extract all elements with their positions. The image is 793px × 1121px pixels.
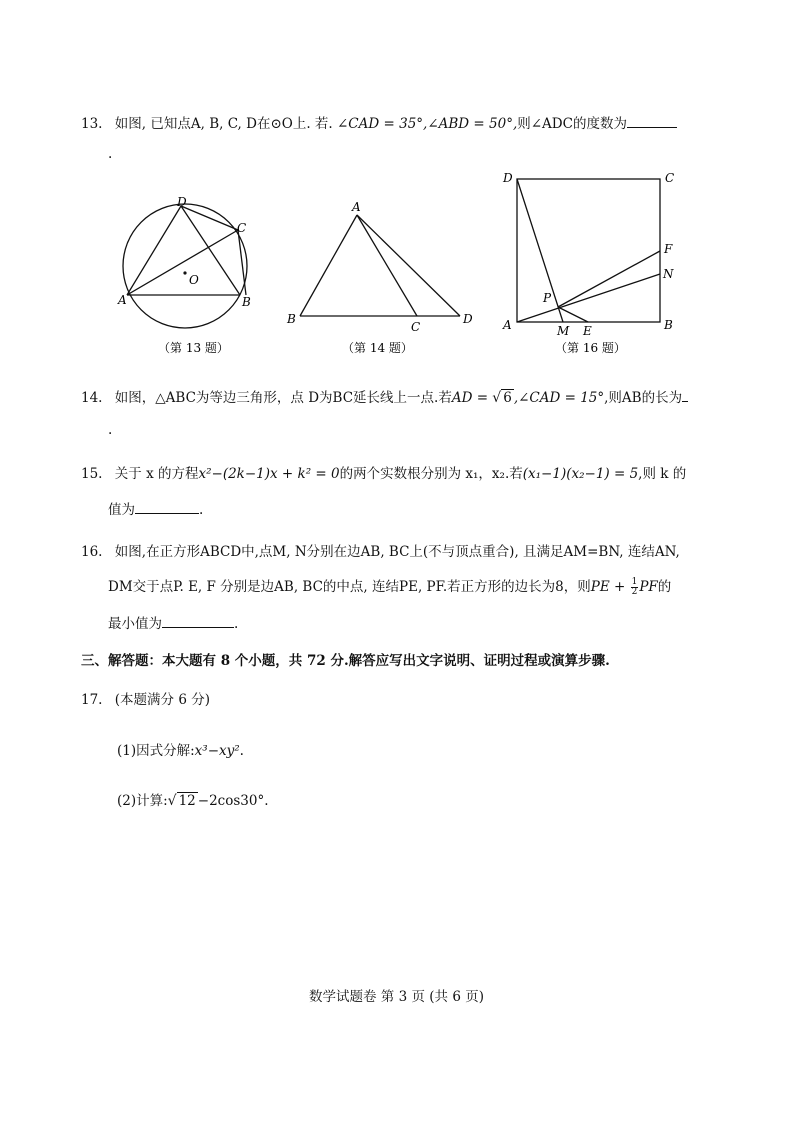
question-17-header [81, 688, 210, 708]
fig13-label-b: B [242, 295, 251, 309]
question-15-equation: x²−(2k−1)x + k² = 0 [198, 466, 340, 482]
section-3-heading: 三、解答题：本大题有 8 个小题，共 72 分.解答应写出文字说明、证明过程或演算步骤. [81, 653, 610, 669]
figure-16 [500, 168, 690, 363]
question-15-text: 关于 x 的方程 [114, 466, 199, 482]
question-17-part1 [117, 739, 244, 759]
question-14-end: . [108, 422, 113, 438]
radical-sign: √ [167, 793, 177, 809]
fig16-label-e: E [583, 324, 592, 338]
question-16-text3: 最小值为 [108, 616, 162, 632]
question-17-part1-label: (1)因式分解: [117, 743, 195, 759]
fraction-half [631, 578, 639, 597]
question-16-line1 [81, 540, 680, 560]
question-14-line [81, 386, 688, 406]
page-footer: 数学试题卷 第 3 页 (共 6 页) [309, 989, 484, 1005]
fig16-label-n: N [663, 267, 674, 281]
question-16-math-pe: PE + [590, 579, 630, 595]
question-15-line2 [108, 498, 203, 518]
fig16-label-m: M [557, 324, 570, 338]
fig14-caption: （第 14 题） [342, 341, 413, 355]
question-13-number: 13. [81, 116, 103, 132]
fig14-label-c: C [411, 320, 421, 334]
answer-blank-13[interactable] [627, 115, 677, 128]
fig16-label-f: F [664, 242, 673, 256]
fig16-label-p: P [543, 291, 552, 305]
fig13-label-a: A [118, 293, 127, 307]
question-14-text: 如图，△ABC为等边三角形，点 D为BC延长线上一点.若 [114, 390, 452, 406]
figure-13 [110, 188, 260, 363]
fraction-numerator: 1 [631, 577, 638, 587]
question-16-text3b: . [234, 616, 239, 632]
answer-blank-14[interactable] [682, 389, 688, 402]
question-17-part2-rest: −2cos30° [197, 793, 265, 809]
answer-blank-15[interactable] [135, 501, 199, 514]
question-17-part2-label: (2)计算: [117, 793, 168, 809]
fig16-label-b: B [664, 318, 673, 332]
question-17-part2-end: . [264, 793, 269, 809]
question-16-line3 [108, 612, 238, 632]
question-13-end: . [108, 146, 113, 162]
question-15-text-b: 的两个实数根分别为 x₁，x₂.若 [339, 466, 523, 482]
fig16-label-a: A [503, 318, 512, 332]
question-15-text-d: 值为 [108, 502, 135, 518]
question-16-number: 16. [81, 544, 103, 560]
fig13-caption: （第 13 题） [158, 341, 229, 355]
circle-o [123, 204, 247, 328]
question-16-text1: 如图,在正方形ABCD中,点M, N分别在边AB, BC上(不与顶点重合), 且满足AM=BN, 连结AN, [114, 544, 680, 560]
question-15-text-e: . [199, 502, 204, 518]
fig13-label-d: D [177, 195, 187, 209]
question-14-text-b: ,则AB的长为 [604, 390, 683, 406]
fig16-caption: （第 16 题） [555, 341, 626, 355]
question-17-part1-end: . [239, 743, 244, 759]
question-15-line [81, 462, 686, 482]
question-16-text2b: 的 [657, 579, 672, 595]
question-15-number: 15. [81, 466, 103, 482]
question-14-number: 14. [81, 390, 103, 406]
fig16-label-d: D [503, 171, 513, 185]
question-14-math-b: ,∠CAD = 15° [513, 390, 605, 406]
question-17-part1-math: x³−xy² [194, 743, 240, 759]
question-13-text: 如图, 已知点A, B, C, D在⊙O上. 若. [114, 116, 337, 132]
question-13-line [81, 112, 677, 132]
question-15-text-c: ,则 k 的 [638, 466, 687, 482]
question-15-condition: (x₁−1)(x₂−1) = 5 [522, 466, 639, 482]
figure-14 [284, 195, 484, 365]
fig14-label-d: D [463, 312, 473, 326]
fig13-label-c: C [237, 221, 247, 235]
question-13-text-b: 则∠ADC的度数为 [517, 116, 627, 132]
question-14-math-a: AD = [451, 390, 493, 406]
radical-sign: √ [492, 390, 502, 406]
square-abcd [517, 179, 660, 322]
question-16-text2: DM交于点P. E, F 分别是边AB, BC的中点, 连结PE, PF.若正方形的边长为8，则 [108, 579, 591, 595]
fraction-denominator: 2 [631, 587, 638, 597]
question-17-title: (本题满分 6 分) [114, 692, 210, 708]
question-17-radicand: 12 [178, 793, 196, 809]
fig16-label-c: C [665, 171, 675, 185]
question-17-number: 17. [81, 692, 103, 708]
fig14-label-b: B [287, 312, 296, 326]
fig13-label-o: O [189, 273, 199, 287]
question-17-part2 [117, 789, 269, 809]
question-13-math: ∠CAD = 35°,∠ABD = 50°, [337, 116, 518, 132]
question-14-radicand: 6 [503, 390, 512, 406]
question-16-line2 [108, 575, 671, 597]
answer-blank-16[interactable] [162, 615, 234, 628]
fig14-label-a: A [352, 200, 361, 214]
question-16-math-pf: PF [639, 579, 658, 595]
